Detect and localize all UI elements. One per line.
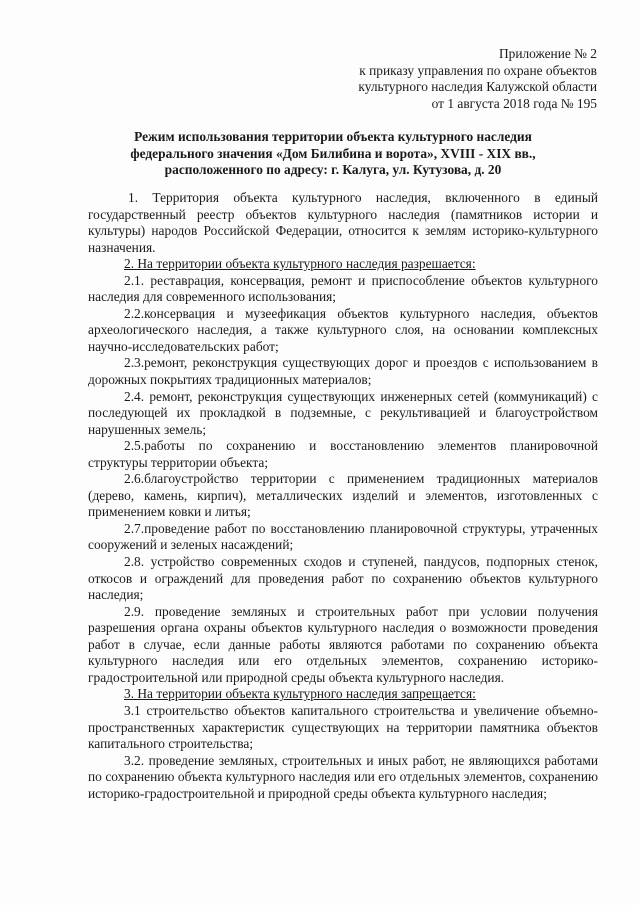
- list-item: 2.5.работы по сохранению и восстановлению элементов планировочной структуры территории объекта;: [88, 438, 598, 470]
- section-2-heading: 2. На территории объекта культурного наследия разрешается:: [124, 256, 476, 272]
- appendix-number: Приложение № 2: [498, 46, 597, 61]
- document-title: [98, 129, 568, 179]
- title-line-2: федерального значения «Дом Билибина и ворота», XVIII - XIX вв.,: [130, 145, 536, 161]
- list-item: 2.6.благоустройство территории с применением традиционных материалов (дерево, камень, кирпич), металлических изделий и элементов, изготовленных с применением ковки и литья;: [88, 471, 598, 520]
- list-item: 2.8. устройство современных сходов и ступеней, пандусов, подпорных стенок, откосов и ограждений для проведения работ по сохранению объектов культурного наследия;: [88, 554, 598, 603]
- list-item: 2.3.ремонт, реконструкция существующих дорог и проездов с использованием в дорожных покрытиях традиционных материалов;: [88, 355, 598, 388]
- list-item: 2.1. реставрация, консервация, ремонт и приспособление объектов культурного наследия для современного использования;: [88, 272, 598, 305]
- list-item: 3.1 строительство объектов капитального строительства и увеличение объемно-пространственных характеристик существующих на территории памятника объектов капитального строительства;: [88, 702, 598, 752]
- list-item: 2.4. ремонт, реконструкция существующих инженерных сетей (коммуникаций) с последующей их прокладкой в подземные, с рекультивацией и благоустройством нарушенных земель;: [88, 388, 598, 437]
- list-item: 3.2. проведение земляных, строительных и иных работ, не являющихся работами по сохранению объекта культурного наследия или его отдельных элементов, сохранению историко-градостроительной и природной среды объекта культурного наследия;: [88, 752, 598, 801]
- appendix-date: от 1 августа 2018 года № 195: [431, 95, 597, 111]
- intro-paragraph: 1. Территория объекта культурного наследия, включенного в единый государственный реестр объектов культурного наследия (памятников истории и культуры) народов Российской Федерации, относится к землям историко-культурного назначения.: [88, 190, 598, 255]
- appendix-order-ref: к приказу управления по охране объектов: [359, 62, 597, 78]
- title-line-3: расположенного по адресу: г. Калуга, ул. Кутузова, д. 20: [164, 162, 502, 178]
- list-item: 2.7.проведение работ по восстановлению планировочной структуры, утраченных сооружений и зеленых насаждений;: [88, 520, 598, 553]
- list-item: 2.9. проведение земляных и строительных работ при условии получения разрешения органа охраны объектов культурного наследия о возможности проведения работ в случае, если данные работы являются работами по сохранению объекта культурного наследия или его отдельных элементов, сохранению историко-градостроительной или природной среды объекта культурного наследия.: [88, 603, 598, 685]
- section-3-heading: 3. На территории объекта культурного наследия запрещается:: [124, 686, 476, 702]
- appendix-block: [358, 46, 597, 112]
- list-item: 2.2.консервация и музеефикация объектов культурного наследия, объектов археологического наследия, а также культурного слоя, на основании комплексных научно-исследовательских работ;: [88, 305, 598, 354]
- appendix-authority: культурного наследия Калужской области: [358, 79, 597, 95]
- title-line-1: Режим использования территории объекта культурного наследия: [134, 129, 532, 144]
- document-body: [88, 190, 598, 802]
